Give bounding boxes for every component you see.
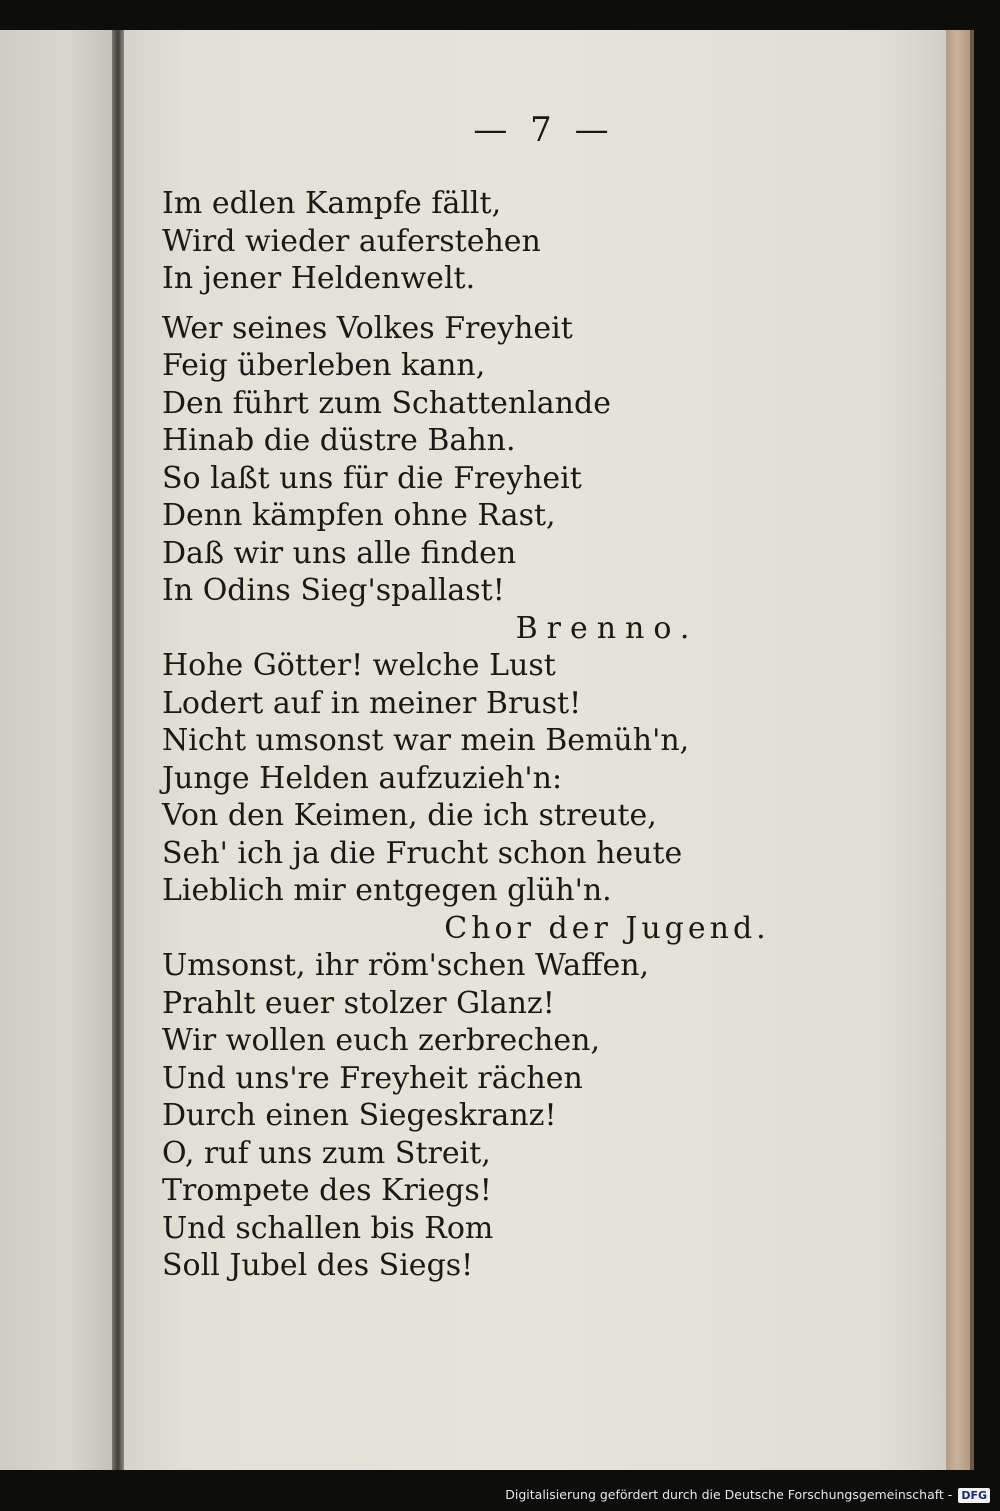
verse-line: Trompete des Kriegs! bbox=[162, 1173, 492, 1208]
verse-line: Wird wieder auferstehen bbox=[162, 223, 541, 259]
verse-line: Wir wollen euch zerbrechen, bbox=[162, 1023, 600, 1058]
verse-line: Junge Helden aufzuzieh'n: bbox=[162, 760, 563, 796]
verse-line: So laßt uns für die Freyheit bbox=[162, 460, 582, 496]
dfg-logo: DFG bbox=[958, 1488, 990, 1503]
digitization-credit bbox=[0, 1483, 990, 1507]
verse-line: Im edlen Kampfe fällt, bbox=[162, 186, 502, 221]
speaker-brenno: Brenno. bbox=[515, 610, 699, 646]
verse-text bbox=[162, 185, 862, 1285]
verse-line: Feig überleben kann, bbox=[162, 348, 486, 383]
page-edge-shadow bbox=[970, 30, 974, 1470]
verse-line: Und uns're Freyheit rächen bbox=[162, 1060, 583, 1096]
chor-speech bbox=[162, 947, 862, 1285]
verse-line: Und schallen bis Rom bbox=[162, 1210, 494, 1246]
verse-line: Hohe Götter! welche Lust bbox=[162, 648, 556, 683]
verse-line: Seh' ich ja die Frucht schon heute bbox=[162, 835, 683, 871]
credit-text: Digitalisierung gefördert durch die Deutsche Forschungsgemeinschaft - bbox=[505, 1487, 953, 1502]
verse-line: In jener Heldenwelt. bbox=[162, 261, 476, 296]
speaker-chor: Chor der Jugend. bbox=[444, 910, 770, 946]
verse-line: Hinab die düstre Bahn. bbox=[162, 423, 516, 458]
page-number: — 7 — bbox=[473, 110, 615, 150]
stanza-1 bbox=[162, 185, 862, 298]
verse-line: Den führt zum Schattenlande bbox=[162, 385, 611, 421]
verse-line: Wer seines Volkes Freyheit bbox=[162, 310, 573, 346]
stanza-2 bbox=[162, 310, 862, 610]
brenno-speech bbox=[162, 647, 862, 910]
verse-line: Von den Keimen, die ich streute, bbox=[162, 798, 657, 833]
verse-line: Durch einen Siegeskranz! bbox=[162, 1098, 557, 1133]
verse-line: O, ruf uns zum Streit, bbox=[162, 1135, 491, 1171]
verse-line: Denn kämpfen ohne Rast, bbox=[162, 498, 556, 533]
left-page-edge bbox=[0, 30, 112, 1470]
verse-line: In Odins Sieg'spallast! bbox=[162, 573, 505, 608]
verse-line: Lodert auf in meiner Brust! bbox=[162, 685, 582, 721]
verse-line: Lieblich mir entgegen glüh'n. bbox=[162, 873, 612, 908]
book-gutter bbox=[112, 30, 124, 1470]
verse-line: Daß wir uns alle finden bbox=[162, 535, 517, 571]
verse-line: Soll Jubel des Siegs! bbox=[162, 1248, 474, 1283]
book-page bbox=[124, 30, 946, 1470]
verse-line: Nicht umsonst war mein Bemüh'n, bbox=[162, 723, 690, 758]
verse-line: Prahlt euer stolzer Glanz! bbox=[162, 985, 555, 1021]
verse-line: Umsonst, ihr röm'schen Waffen, bbox=[162, 948, 650, 983]
